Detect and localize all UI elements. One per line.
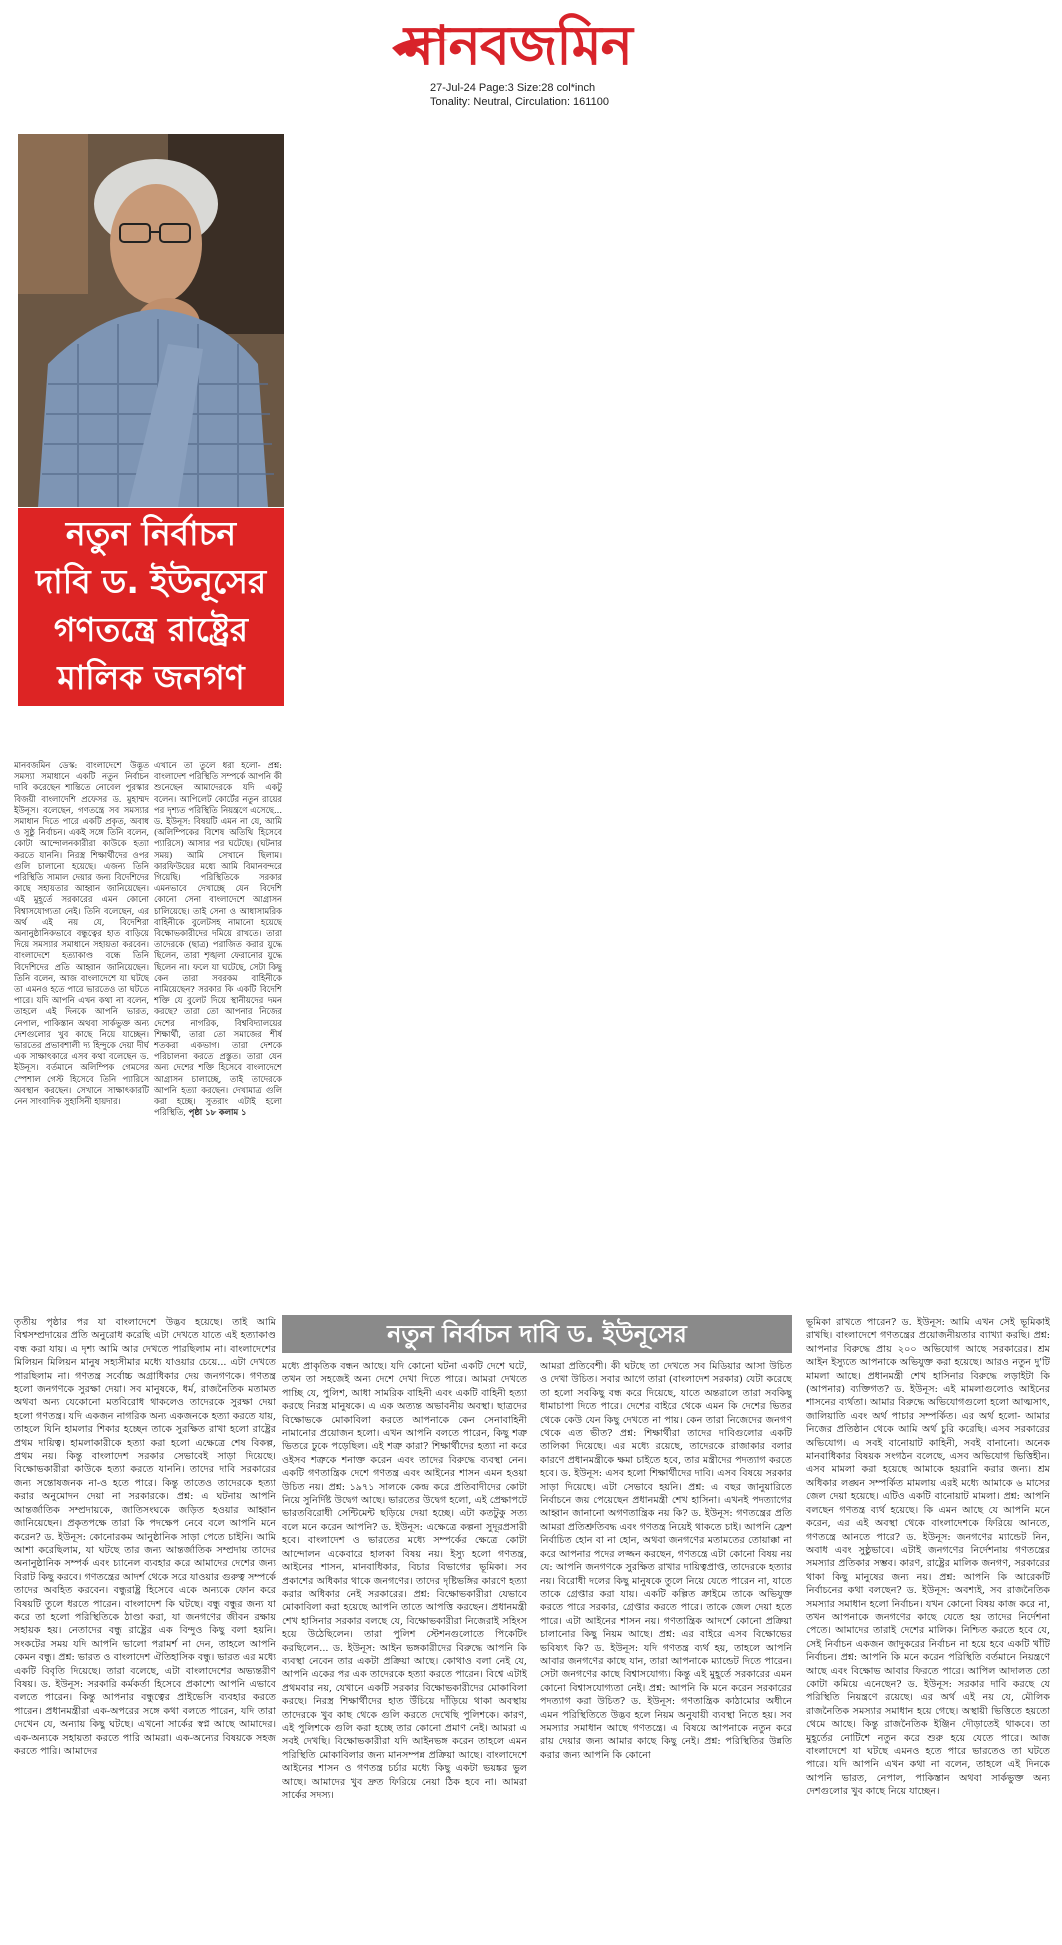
headline-line-3: গণতন্ত্রে রাষ্ট্রের xyxy=(53,610,249,649)
body-column-3: আমরা প্রতিবেশী। কী ঘটছে তা দেখতে সব মিডিয়ার আসা উচিত ও দেখা উচিত। সবার আগে তারা (বাংলাদেশ সরকার) যেটা করেছে তা হলো সবকিছু বন্ধ করে দিয়েছে, যাতে অন্তরালে তারা সবকিছু ধামাচাপা দিতে পারে। দেশের বাইরে থেকে এমন কি দেশের ভিতর থেকে কেউ যেন কিছু দেখতে না পায়। কেন তারা নিজেদের জনগণ থেকে এত ভীত? প্রশ্ন: শিক্ষার্থীরা তাদের দাবিগুলোর একটি তালিকা দিয়েছে। এর মধ্যে রয়েছে, তাদেরকে রাজাকার বলার কারণে প্রধানমন্ত্রীকে ক্ষমা চাইতে হবে, তার মন্ত্রীদের পদত্যাগ করতে হবে। ড. ইউনূস: এসব হলো শিক্ষার্থীদের দাবি। এসব বিষয়ে সরকার সাড়া দিয়েছে। এটা সেভাবে হয়নি। প্রশ্ন: এ বছর জানুয়ারিতে নির্বাচনে জয় পেয়েছেন প্রধানমন্ত্রী শেখ হাসিনা। এখনই পদত্যাগের আহ্বান জানানো অগণতান্ত্রিক নয় কি? ড. ইউনূস: গণতন্ত্রের প্রতি আমরা প্রতিশ্রুতিবদ্ধ এবং গণতন্ত্র নিয়েই থাকতে চাই। আপনি ফ্রেশ নির্বাচিত হোন বা না হোন, অথবা জনগণের মতামতের তোয়াক্কা না করে আপনার পদের লজ্জন করছেন, গণতন্ত্রে এটা কোনো বিষয় নয় যে: আপনি জনগণকে সুরক্ষিত রাখার দায়িত্বপ্রাপ্ত, তাদেরকে হত্যার নয়। বিরোধী দলের কিছু মানুষকে তুলে নিয়ে যেতে পারেন না, যাতে তাকে গ্রেপ্তার করা যায়। একটি কল্পিত ক্রাইমে তাকে অভিযুক্ত করতে পারে সরকার, গ্রেপ্তার করতে পারে। তাকে জেল দেয়া হতে পারে। এটা আইনের শাসন নয়। গণতান্ত্রিক আদর্শে কোনো প্রক্রিয়া চালানোর কিছু নিয়ম আছে। প্রশ্ন: এর বাইরে এসব বিক্ষোভের ভবিষ্যৎ কি? ড. ইউনূস: যদি গণতন্ত্র ব্যর্থ হয়, তাহলে আপনি আবার জনগণের কাছে যান, তারা আপনাকে ম্যান্ডেট দিতে পারেন। সেটা জনগণের কাছে বিশ্বাসযোগ্য। কিন্তু এই মুহূর্তে সরকারের এমন কোনো বিশ্বাসযোগ্যতা নেই। প্রশ্ন: আপনি কি মনে করেন সরকারের পদত্যাগ করা উচিত? ড. ইউনূস: গণতান্ত্রিক কাঠামোর অধীনে এমন পরিস্থিতিতে উদ্ভব হলে নিয়ম অনুযায়ী ব্যবস্থা নিতে হয়। সব সমস্যার সমাধান আছে গণতন্ত্রে। এ বিষয়ে আপনাকে নতুন করে রায় দেয়ার জন্য আমার কাছে কিছু নেই। প্রশ্ন: পরিস্থিতির উন্নতি করার জন্য আপনি কি কোনো xyxy=(540,1361,792,1761)
headline-line-4: মালিক জনগণ xyxy=(57,658,245,697)
banner-title: নতুন নির্বাচন দাবি ড. ইউনূসের xyxy=(387,1320,687,1348)
headline-line-1: নতুন নির্বাচন xyxy=(65,514,237,553)
headline-line-2: দাবি ড. ইউনূসের xyxy=(35,562,267,601)
front-column-1: মানবজমিন ডেস্ক: বাংলাদেশে উদ্ভূত সমস্যা সমাধানে একটি নতুন নির্বাচন দাবি করেছেন শান্তিতে নোবেল পুরস্কার বিজয়ী বাংলাদেশি প্রফেসর ড. মুহাম্মদ ইউনূস। বলেছেন, গণতন্ত্রে সব সমস্যার সমাধান দিতে পারে একটি প্রকৃত, অবাধ ও সুষ্ঠু নির্বাচন। একই সঙ্গে তিনি বলেন, কোটা আন্দোলনকারীরা কাউকে হত্যা করতে যাননি। নিরস্ত্র শিক্ষার্থীদের ওপর গুলি চালানো হয়েছে। এজন্য তিনি পরিস্থিতি সামাল দেয়ার জন্য বিদেশিদের কাছে সহায়তার আহ্বান জানিয়েছেন। এই মুহূর্তে সরকারের এমন কোনো বিশ্বাসযোগ্যতা নেই। তিনি বলেছেন, এর অর্থ এই নয় যে, বিদেশিরা অনানুষ্ঠানিকভাবে বন্ধুত্বের হাত বাড়িয়ে দিয়ে সমস্যার সমাধানে সহায়তা করবেন। বাংলাদেশে হত্যাকাণ্ড বন্ধে তিনি বিদেশিদের প্রতি আহ্বান জানিয়েছেন। তিনি বলেন, আজ বাংলাদেশে যা ঘটছে তা এমনও হতে পারে ভারতেও তা ঘটতে পারে। যদি আপনি এখন কথা না বলেন, তাহলে এই দিনকে আপনি ভারত, নেপাল, পাকিস্তান অথবা সার্কভুক্ত অন্য দেশগুলোর খুব কাছে নিয়ে যাচ্ছেন। ভারতের প্রভাবশালী দ্য হিন্দুকে দেয়া দীর্ঘ এক সাক্ষাৎকারে এসব কথা বলেছেন ড. ইউনূস। বর্তমানে অলিম্পিক গেমসের স্পেশাল গেস্ট হিসেবে তিনি প্যারিসে অবস্থান করছেন। সেখানে সাক্ষাৎকারটি নেন সাংবাদিক সুহাসিনী হায়দার। xyxy=(14,760,149,1107)
body-column-1: তৃতীয় পৃষ্ঠার পর যা বাংলাদেশে উদ্ভব হয়েছে। তাই আমি বিশ্বসম্প্রদায়ের প্রতি অনুরোধ করেছি এটা দেখতে যাতে এই হত্যাকাণ্ড বন্ধ করা যায়। এ দৃশ্য আমি আর দেখতে পারছিলাম না। বাংলাদেশের মিলিয়ন মিলিয়ন মানুষ সহ্যসীমার মধ্যে যাওয়ার চেয়ে... এটা দেখতে পারছিলাম না। গণতন্ত্র সর্বোচ্চ অগ্রাধিকার দেয় জনগণকে। গণতন্ত্র হলো জনগণকে সুরক্ষা দেয়া। সব মানুষকে, ধর্ম, রাজনৈতিক মতামত অথবা অন্য যেকোনো মতবিরোধ থাকলেও তাদেরকে সুরক্ষা দেয়া হলো গণতন্ত্র। যদি একজন নাগরিক অন্য একজনকে হত্যা করতে যায়, তাহলে যিনি হামলার শিকার হচ্ছেন তাকে সুরক্ষিত রাখা হলো রাষ্ট্রের প্রথম দায়িত্ব। হামলাকারীকে হত্যা করা হলো এক্ষেত্রে শেষ বিকল্প, প্রথম নয়। কিন্তু বাংলাদেশ সরকার সেভাবেই সাড়া দিয়েছে। বিক্ষোভকারীরা কাউকে হত্যা করতে যাননি। তাদের দাবি সরকারের জন্য সন্তোষজনক না-ও হতে পারে। কিন্তু তাতেও তাদেরকে হত্যা করার অনুমোদন দেয়া না সরকারকে। প্রশ্ন: এ ঘটনায় আপনি আন্তর্জাতিক সম্প্রদায়কে, জাতিসংঘকে জড়িত হওয়ার আহ্বান জানিয়েছেন। প্রকৃতপক্ষে তারা কি পদক্ষেপ নেবে বলে আপনি মনে করেন? ড. ইউনূস: কোনোরকম আনুষ্ঠানিক সাড়া পেতে চাইনি। আমি আশা করেছিলাম, যা ঘটছে তার জন্য আন্তর্জাতিক সম্প্রদায় তাদের অনানুষ্ঠানিক সম্পর্ক এবং চ্যানেল ব্যবহার করে আমাদের দেশের জন্য বিরাট কিছু করবে। গণতন্ত্রের আদর্শ থেকে সরে যাওয়ার গুরুত্ব সম্পর্কে তাদের অবহিত করবেন। বন্ধুরাষ্ট্র হিসেবে একে অন্যকে ফোন করে বিষয়টি তুলে ধরতে পারেন। বাংলাদেশ কি ঘটছে। বন্ধু বন্ধুর জন্য যা করে তা হলো পরিস্থিতিকে ঠাণ্ডা করা, যা জনগণের জীবন রক্ষায় সহায়ক হয়। নেতাদের বন্ধু রাষ্ট্রের এক বিন্দুও কিছু বলা হয়নি। সংকটের সময় যদি আপনি ভালো পরামর্শ না দেন, তাহলে আপনি কেমন বন্ধু। প্রশ্ন: ভারত ও বাংলাদেশ ঐতিহাসিক বন্ধু। ভারত এর মধ্যে একটি বিবৃতি দিয়েছে। তারা বলেছে, এটা বাংলাদেশের অভ্যন্তরীণ বিষয়। ড. ইউনূস: সরকারি কর্মকর্তা হিসেবে প্রকাশ্যে আপনি এভাবে বলতে পারেন। কিন্তু আপনার বন্ধুত্বের প্রাইভেসি ব্যবহার করতে পারেন। প্রধানমন্ত্রীরা এক-অপরের সঙ্গে কথা বলতে পারেন, যদি তারা দেখেন যে, অন্যায় কিছু ঘটছে। এখনো সার্কের স্বপ্ন আছে আমাদের। এক-অন্যকে সহায়তা করতে পারি আমরা। এক-অন্যের বিষয়কে সহজ করতে পারি। আমাদের xyxy=(14,1317,276,1757)
body-column-2: মধ্যে প্রাকৃতিক বন্ধন আছে। যদি কোনো ঘটনা একটি দেশে ঘটে, তখন তা সহজেই অন্য দেশে দেখা দিতে পারে। আমরা দেখতে পাচ্ছি যে, পুলিশ, আধা সামরিক বাহিনী এবং একটি বাহিনী হত্যা করছে নিরস্ত্র মানুষকে। এ এক অত্যন্ত অভাবনীয় অবস্থা। ছাত্রদের বিক্ষোভকে মোকাবিলা করতে আপনাকে কেন সেনাবাহিনী নামানোর প্রয়োজন হলো। এখন আপনি বলতে পারেন, কিছু শত্রু ভিতরে ঢুকে পড়েছিল। এই শত্রু কারা? শিক্ষার্থীদের হত্যা না করে ওইসব শত্রুকে শনাক্ত করেন এবং তাদের বিরুদ্ধে ব্যবস্থা নেন। একটি গণতান্ত্রিক দেশে গণতন্ত্র এবং আইনের শাসন এমন হওয়া উচিত নয়। প্রশ্ন: ১৯৭১ সালকে কেন্দ্র করে প্রতিবাদীদের কোটা নিয়ে সুনির্দিষ্ট উদ্বেগ আছে। ভারতের উদ্বেগ হলো, এই প্রেক্ষাপটে ভারতবিরোধী সেন্টিমেন্ট ছড়িয়ে দেয়া হচ্ছে। এটা কতটুকু সত্য বলে মনে করেন আপনি? ড. ইউনূস: এক্ষেত্রে কল্পনা সুদূরপ্রসারী হবে। বাংলাদেশ ও ভারতের মধ্যে সম্পর্কের ক্ষেত্রে কোটা আন্দোলন একেবারে হালকা বিষয় নয়। ইস্যু হলো গণতন্ত্র, আইনের শাসন, মানবাধিকার, বিচার বিভাগের ভূমিকা। সব প্রকাশের অধিকার থাকে জনগণের। তাদের দৃষ্টিভঙ্গির কারণে হত্যা করার অধিকার নেই সরকারের। প্রশ্ন: বিক্ষোভকারীরা যেভাবে মোকাবিলা করা হয়েছে আপনি তাতে আপত্তি করছেন। প্রধানমন্ত্রী শেখ হাসিনার সরকার বলছে যে, বিক্ষোভকারীরা নিজেরাই সহিংস হয়ে উঠেছিলেন। তারা পুলিশ স্টেশনগুলোতে পিকেটিং করছিলেন... ড. ইউনূস: আইন ভঙ্গকারীদের বিরুদ্ধে আপনি কি ব্যবস্থা নেবেন তার একটা প্রক্রিয়া আছে। কোথাও বলা নেই যে, আপনি একের পর এক তাদেরকে হত্যা করতে পারেন। বিশ্বে এটাই প্রথমবার নয়, যেখানে একটি সরকার বিক্ষোভকারীদের মোকাবিলা করছে। নিরস্ত্র শিক্ষার্থীদের হাত উঁচিয়ে দাঁড়িয়ে থাকা অবস্থায় তাদেরকে খুব কাছ থেকে গুলি করতে দেখেছি পুলিশকে। কারণ, এই পুলিশকে গুলি করা হচ্ছে তার কোনো প্রমাণ নেই। আমরা এ সবই দেখছি। বিক্ষোভকারীরা যদি আইনভঙ্গ করেন তাহলে এমন পরিস্থিতি মোকাবিলার জন্য মানসম্পন্ন প্রক্রিয়া আছে। বাংলাদেশে আইনের শাসন ও গণতন্ত্র চর্চার মধ্যে কিছু একটা ভয়ঙ্কর ভুল আছে। আমাদের খুব দ্রুত ফিরিয়ে নেয়া ঠিক হবে না। আমরা সার্কের সদস্য। xyxy=(282,1361,527,1801)
portrait-image xyxy=(18,134,284,507)
body-column-4: ভূমিকা রাখতে পারেন? ড. ইউনূস: আমি এখন সেই ভূমিকাই রাখছি। বাংলাদেশে গণতন্ত্রের প্রয়োজনীয়তার ব্যাখ্যা করছি। প্রশ্ন: আপনার বিরুদ্ধে প্রায় ২০০ অভিযোগ আছে সরকারের। শ্রম আইন ইস্যুতে আপনাকে অভিযুক্ত করা হয়েছে। আরও নতুন দু'টি মামলা আছে। প্রধানমন্ত্রী শেখ হাসিনার বিরুদ্ধে লড়াইটা কি (আপনার) ব্যক্তিগত? ড. ইউনূস: এই মামলাগুলোও আইনের শাসনের ব্যর্থতা। আমার বিরুদ্ধে অভিযোগগুলো হলো আত্মসাৎ, জালিয়াতি এবং অর্থ পাচার সম্পর্কিত। এর অর্থ হলো- আমার নিজের প্রতিষ্ঠান থেকে আমি অর্থ চুরি করেছি। এসব সরকারের অভিযোগ। এ সবই বানোয়াট কাহিনী, সবই বানানো। অনেক মানবাধিকার বিষয়ক সংগঠন বলেছে, এসব অভিযোগ ভিত্তিহীন। এসব মামলা করা হয়েছে আমাকে হয়রানি করার জন্য। শ্রম অধিকার লঙ্ঘন সম্পর্কিত মামলায় এরই মধ্যে আমাকে ৬ মাসের জেল দেয়া হয়েছে। এটিও একটি বানোয়াট মামলা। প্রশ্ন: আপনি বলছেন গণতন্ত্র ব্যর্থ হয়েছে। কি এমন আছে যে আপনি মনে করেন, এর এই অবস্থা থেকে বাংলাদেশকে ফিরিয়ে আনতে, গণতন্ত্রে আনতে পারে? ড. ইউনূস: জনগণের ম্যান্ডেট নিন, অবাধ এবং সুষ্ঠুভাবে। এটাই জনগণের নির্দেশনায় গণতন্ত্রের সমস্যার প্রতিকার সম্ভব। কারণ, রাষ্ট্রের মালিক জনগণ, সরকারের থাকা কিছু মানুষের জন্য নয়। প্রশ্ন: আপনি কি আরেকটি নির্বাচনের কথা বলছেন? ড. ইউনূস: অবশ্যই, সব রাজনৈতিক সমস্যার সমাধান হলো নির্বাচন। যখন কোনো বিষয় কাজ করে না, তখন আপনাকে জনগণের কাছে যেতে হয় তাদের নির্দেশনা পেতে। আমাদের তারাই দেশের মালিক। নিশ্চিত করতে হবে যে, সেই নির্বাচন একজন জাদুকরের নির্বাচন না হয়ে হবে একটি খাঁটি নির্বাচন। প্রশ্ন: আপনি কি মনে করেন পরিস্থিতি বর্তমানে নিয়ন্ত্রণে আছে এবং বিক্ষোভ আবার ফিরতে পারে। আপিল আদালত তো কোটা কমিয়ে এনেছেন? ড. ইউনূস: সরকার দাবি করছে যে পরিস্থিতি নিয়ন্ত্রণে রয়েছে। এর অর্থ এই নয় যে, মৌলিক রাজনৈতিক সমস্যার সমাধান হয়ে গেছে। অস্থায়ী ভিত্তিতে হয়তো থেমে আছে। কিন্তু রাজনৈতিক ইঞ্জিন দৌড়াতেই থাকবে। তা মুহূর্তের নোটিশে নতুন করে শুরু হয়ে যেতে পারে। আজ বাংলাদেশে যা ঘটছে এমনও হতে পারে ভারতেও তা ঘটতে পারে। যদি আপনি এখন কথা না বলেন, তাহলে এই দিনকে আপনি ভারত, নেপাল, পাকিস্তান অথবা সার্কভুক্ত অন্য দেশগুলোর খুব কাছে নিয়ে যাচ্ছেন। xyxy=(806,1317,1050,1798)
clip-meta-line1: 27-Jul-24 Page:3 Size:28 col*inch xyxy=(430,82,596,94)
masthead-logo xyxy=(390,10,680,80)
continuation-banner xyxy=(282,1315,792,1353)
front-column-2-text: এখানে তা তুলে ধরা হলো- প্রশ্ন: বাংলাদেশ পরিস্থিতি সম্পর্কে আপনি কী শুনেছেন আমাদেরকে যদি একটু বলেন। আপিলেট কোর্টের নতুন রায়ের পর দৃশ্যত পরিস্থিতি নিয়ন্ত্রণে এসেছে... ড. ইউনূস: বিষয়টি এমন না যে, আমি (অলিম্পিকের বিশেষ অতিথি হিসেবে প্যারিসে) আসার পর ঘটেছে। (ঘটনার সময়) আমি সেখানে ছিলাম। কারফিউয়ের মধ্যে আমি বিমানবন্দরে গিয়েছি। পরিস্থিতিকে সরকার এমনভাবে দেখাচ্ছে যেন বিদেশি কোনো সেনা বাংলাদেশে আগ্রাসন চালিয়েছে। তাই সেনা ও আধাসামরিক বাহিনীকে বুলেটসহ নামানো হয়েছে বিক্ষোভকারীদের দমিয়ে রাখতে। তারা তাদেরকে (ছাত্র) পরাজিত করার যুদ্ধে ছিলেন, তারা শৃঙ্খলা ফেরানোর যুদ্ধে ছিলেন না। ফলে যা ঘটেছে, সেটা কিছু কেন তারা সবরকম বাহিনীকে নামিয়েছেন? সরকার কি একটি বিদেশি শক্তি যে বুলেট দিয়ে স্থানীয়দের দমন করছে? তারা তো আপনার নিজের দেশের নাগরিক, বিশ্ববিদ্যালয়ের শিক্ষার্থী, তারা তো সমাজের শীর্ষ শতকরা একভাগ। তারা দেশকে পরিচালনা করতে প্রস্তুত। তারা যেন অন্য দেশের শক্তি হিসেবে বাংলাদেশে আগ্রাসন চালাচ্ছে, তাই তাদেরকে আপনি হত্যা করছেন। দেখামাত্র গুলি করা হচ্ছে। সুতরাং এটাই হলো পরিস্থিতি, xyxy=(154,760,282,1118)
clip-meta-line2: Tonality: Neutral, Circulation: 161100 xyxy=(430,96,609,108)
portrait-photo xyxy=(18,134,284,507)
logo-text: মানবজমিন xyxy=(404,13,632,77)
headline-box xyxy=(18,508,284,706)
front-column-2 xyxy=(154,760,282,1260)
continuation-reference: পৃষ্ঠা ১৮ কলাম ১ xyxy=(188,1107,247,1118)
